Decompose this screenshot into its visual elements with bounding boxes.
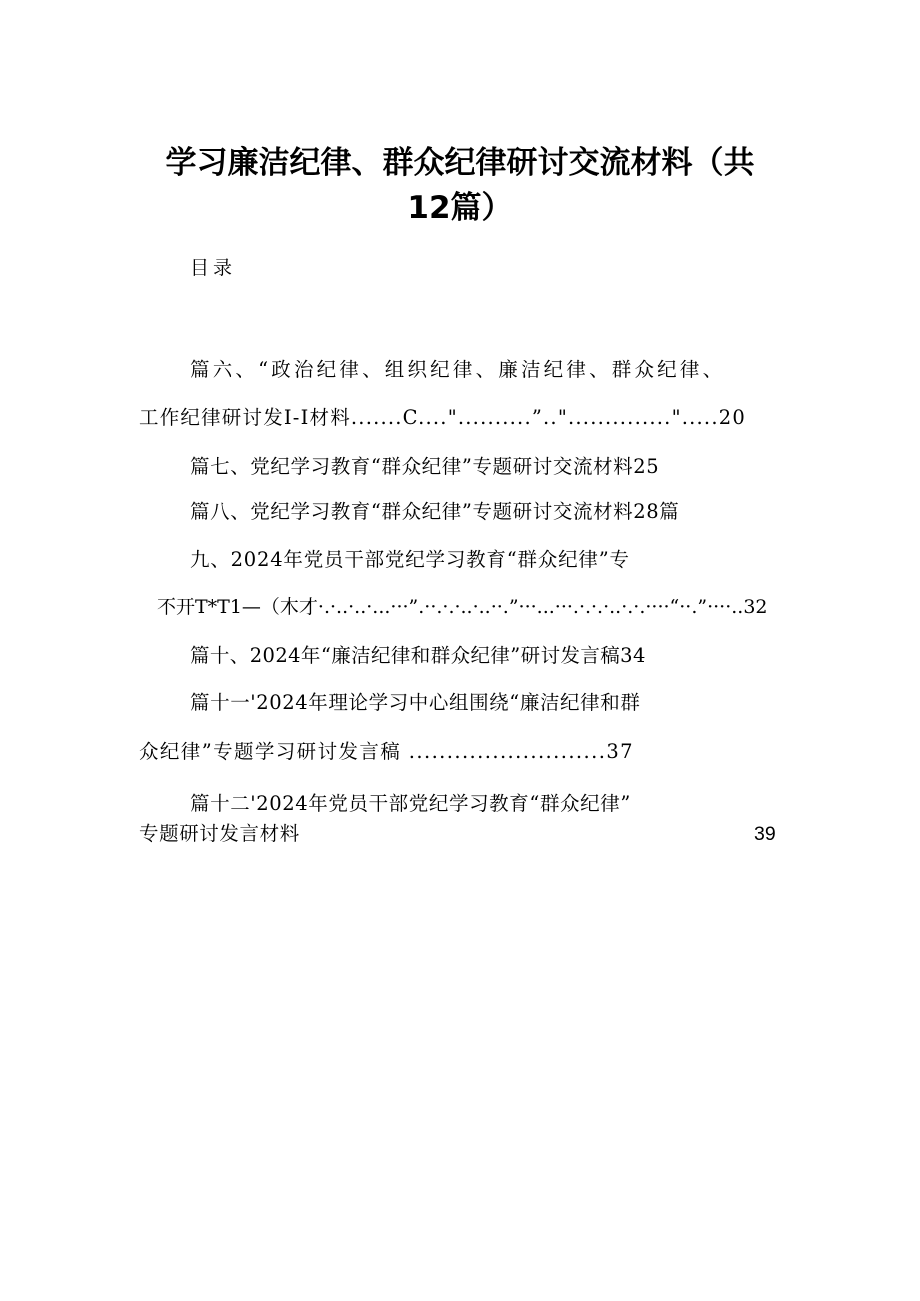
toc-entry-11-line-2: 众纪律”专题学习研讨发言稿 ..........................37 bbox=[139, 740, 634, 763]
toc-entry-12-line-1: 篇十二'2024年党员干部党纪学习教育“群众纪律” bbox=[190, 792, 631, 815]
toc-entry-9-line-1: 九、2024年党员干部党纪学习教育“群众纪律”专 bbox=[190, 548, 630, 571]
toc-entry-12-page-number: 39 bbox=[754, 823, 776, 845]
toc-entry-10: 篇十、2024年“廉洁纪律和群众纪律”研讨发言稿34 bbox=[190, 644, 646, 667]
toc-heading: 目录 bbox=[190, 257, 237, 279]
toc-entry-11-line-1: 篇十一'2024年理论学习中心组围绕“廉洁纪律和群 bbox=[190, 691, 641, 714]
document-title-line-2: 12篇） bbox=[407, 190, 513, 226]
toc-entry-7: 篇七、党纪学习教育“群众纪律”专题研讨交流材料25 bbox=[190, 455, 660, 478]
toc-entry-8: 篇八、党纪学习教育“群众纪律”专题研讨交流材料28篇 bbox=[190, 500, 680, 523]
toc-entry-12-line-2: 专题研讨发言材料 bbox=[139, 822, 300, 845]
document-title-line-1: 学习廉洁纪律、群众纪律研讨交流材料（共 bbox=[165, 145, 755, 181]
toc-entry-9-line-2: 不开T*T1—（木才·.·..·..·...···”.··.·.·..·..··.”···...···.·.·.·..·.·.····“··.”····..32 bbox=[157, 596, 768, 618]
toc-entry-6-line-2: 工作纪律研讨发I-I材料.......C...."..........”.."..............".....20 bbox=[139, 406, 746, 429]
toc-entry-6-line-1: 篇六、“政治纪律、组织纪律、廉洁纪律、群众纪律、 bbox=[190, 358, 726, 381]
